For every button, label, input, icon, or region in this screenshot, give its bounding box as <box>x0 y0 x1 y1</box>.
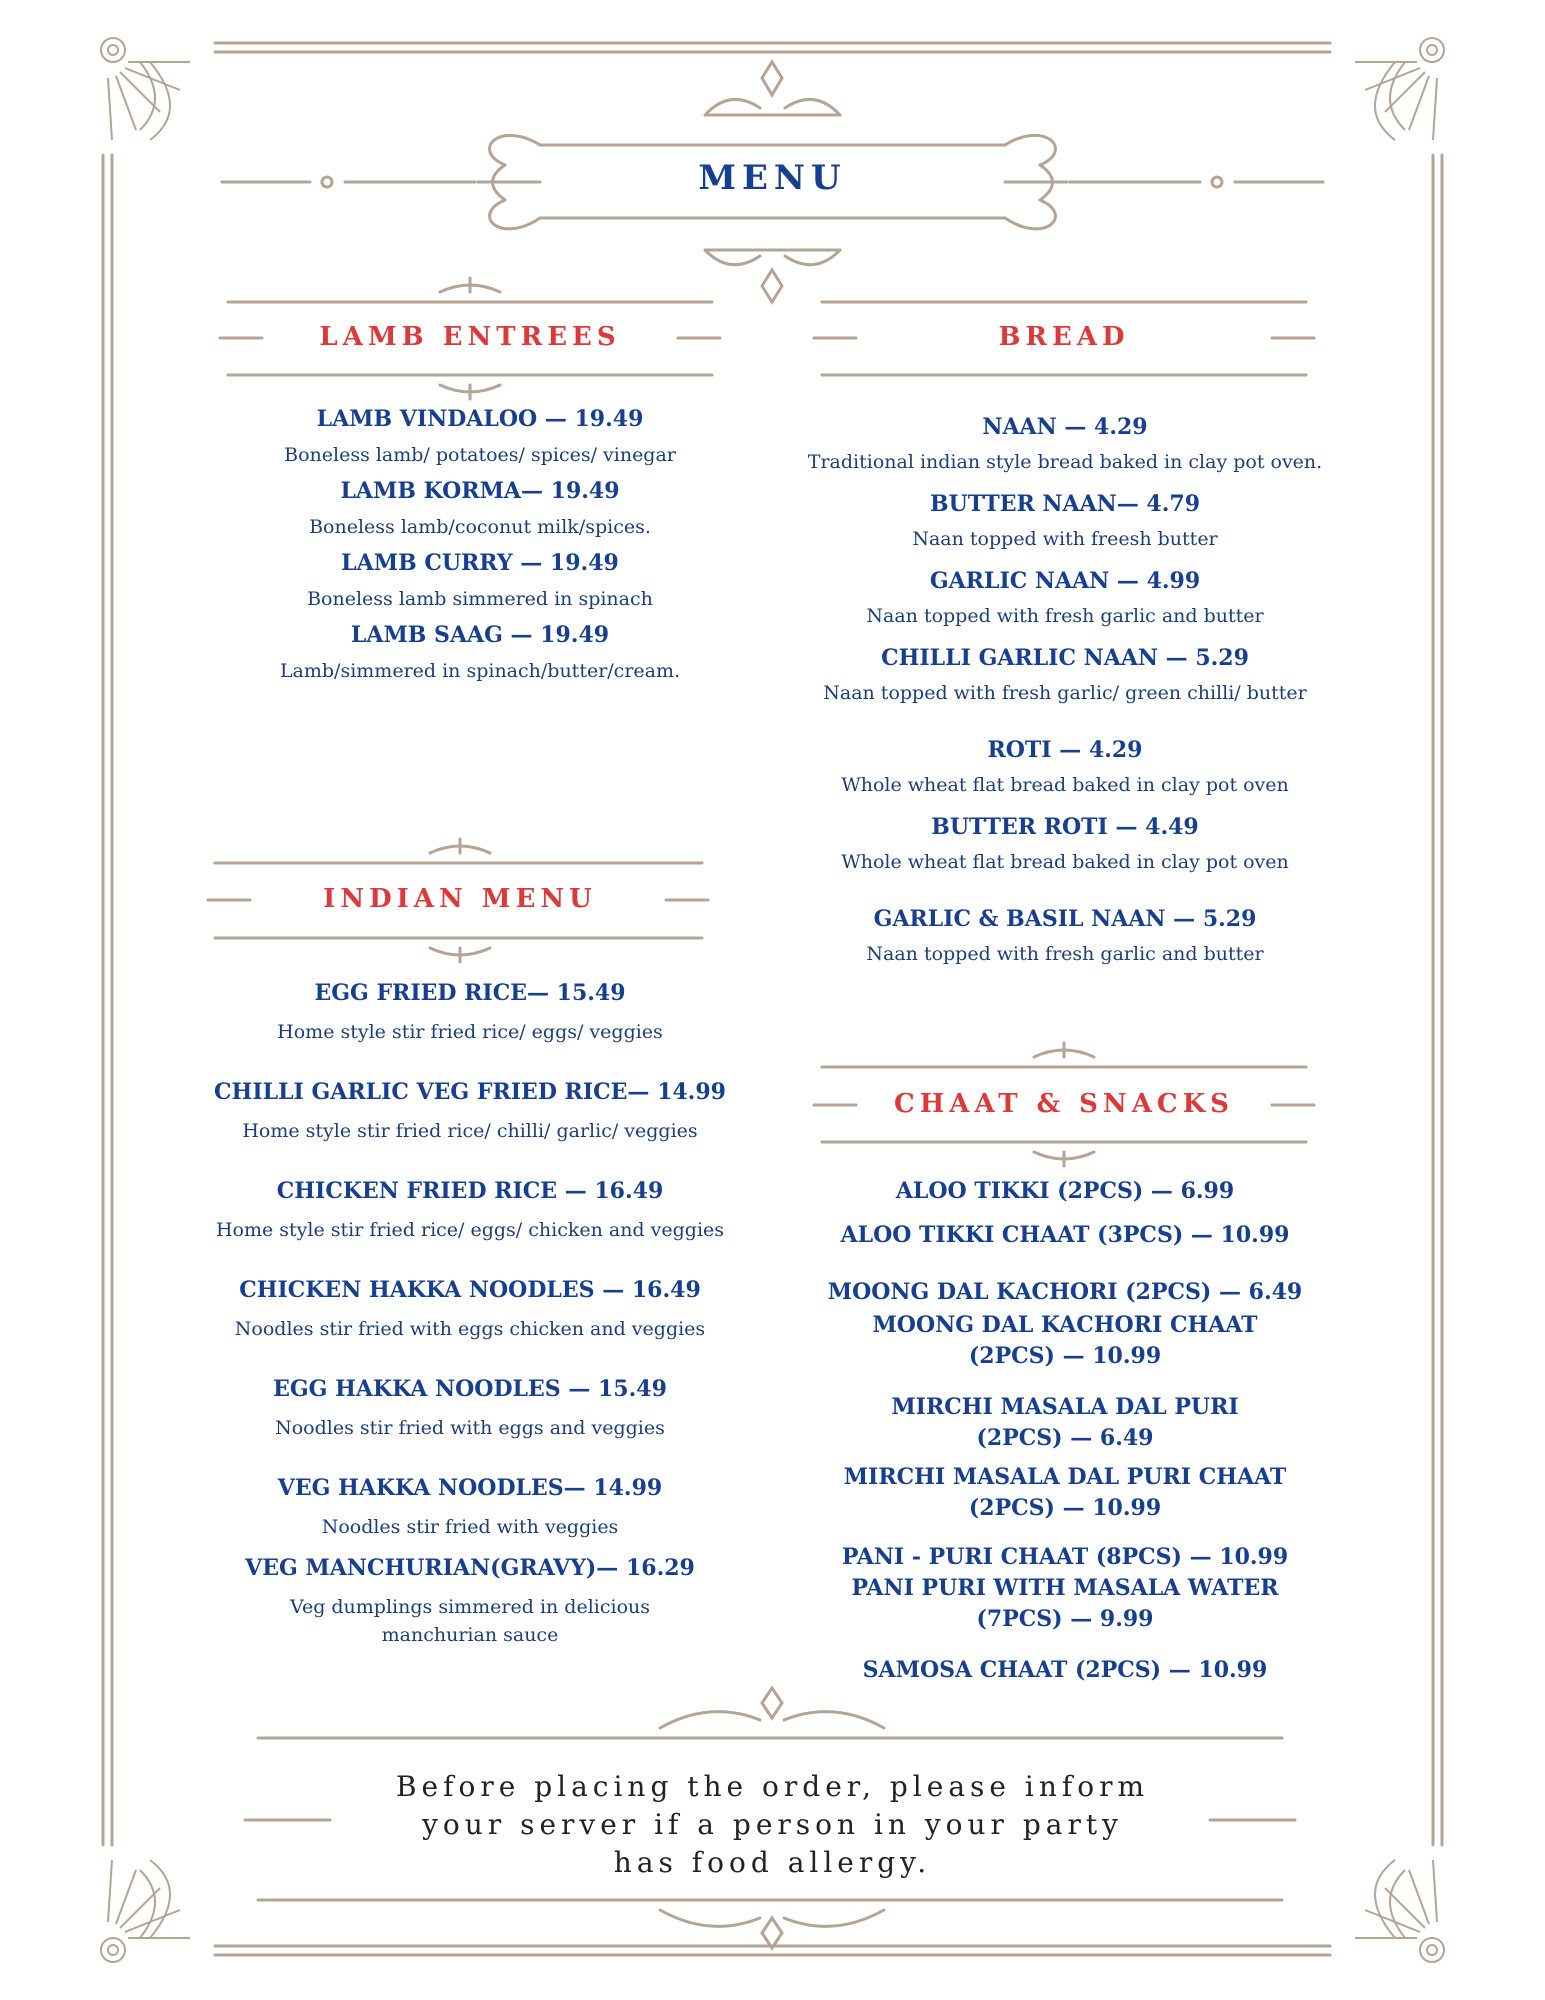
item-name: LAMB KORMA— 19.49 <box>340 478 620 504</box>
allergy-notice-line: your server if a person in your party <box>422 1808 1123 1841</box>
item-name: ROTI — 4.29 <box>987 737 1143 763</box>
item-description: Whole wheat flat bread baked in clay pot oven <box>841 774 1289 796</box>
menu-item <box>200 1374 740 1442</box>
menu-item <box>800 735 1330 799</box>
item-description: Boneless lamb/coconut milk/spices. <box>309 516 651 538</box>
menu-item <box>200 1473 740 1541</box>
corner-fan-icon-top-right <box>1355 38 1444 140</box>
menu-item: ALOO TIKKI CHAAT (3PCS) — 10.99 <box>840 1222 1290 1248</box>
item-name: BUTTER ROTI — 4.49 <box>931 814 1199 840</box>
item-description: Boneless lamb/ potatoes/ spices/ vinegar <box>284 444 676 466</box>
item-name: EGG FRIED RICE— 15.49 <box>314 980 626 1006</box>
menu-item <box>210 476 750 541</box>
menu-item <box>800 566 1330 630</box>
menu-item <box>210 620 750 685</box>
lamb-entrees-list <box>210 404 750 685</box>
item-name: EGG HAKKA NOODLES — 15.49 <box>273 1376 667 1402</box>
section-heading-lamb: LAMB ENTREES <box>319 322 621 352</box>
section-heading-chaat: CHAAT & SNACKS <box>894 1089 1234 1119</box>
menu-item: PANI PURI WITH MASALA WATER (7PCS) — 9.99 <box>851 1575 1279 1632</box>
item-name: LAMB CURRY — 19.49 <box>341 550 619 576</box>
menu-item: MOONG DAL KACHORI (2PCS) — 6.49 <box>827 1279 1303 1305</box>
corner-fan-icon-top-left <box>101 38 190 140</box>
item-name: GARLIC & BASIL NAAN — 5.29 <box>873 906 1257 932</box>
item-description: Naan topped with freesh butter <box>912 528 1218 550</box>
menu-item <box>200 978 740 1046</box>
item-name: CHILLI GARLIC VEG FRIED RICE— 14.99 <box>214 1079 726 1105</box>
menu-item: MIRCHI MASALA DAL PURI CHAAT (2PCS) — 10.99 <box>843 1464 1287 1521</box>
menu-item: PANI - PURI CHAAT (8PCS) — 10.99 <box>841 1544 1289 1570</box>
menu-item <box>800 904 1330 968</box>
item-name: CHICKEN FRIED RICE — 16.49 <box>276 1178 664 1204</box>
menu-item <box>210 548 750 613</box>
menu-item <box>200 1553 740 1649</box>
section-heading-indian: INDIAN MENU <box>323 884 597 914</box>
item-name: LAMB SAAG — 19.49 <box>350 622 610 648</box>
menu-item <box>210 404 750 469</box>
item-name: CHICKEN HAKKA NOODLES — 16.49 <box>239 1277 701 1303</box>
item-description: Home style stir fried rice/ eggs/ veggies <box>277 1021 663 1043</box>
item-description: Lamb/simmered in spinach/butter/cream. <box>279 660 681 682</box>
chaat-snacks-list <box>800 1176 1330 1686</box>
menu-item <box>800 812 1330 876</box>
menu-item: SAMOSA CHAAT (2PCS) — 10.99 <box>862 1657 1268 1683</box>
page-title: MENU <box>698 158 847 198</box>
menu-item <box>800 412 1330 476</box>
indian-menu-list <box>200 978 740 1649</box>
item-description: Home style stir fried rice/ eggs/ chicken and veggies <box>215 1219 725 1241</box>
item-name: BUTTER NAAN— 4.79 <box>929 491 1201 517</box>
item-description: Veg dumplings simmered in delicious manchurian sauce <box>289 1596 651 1646</box>
menu-item <box>800 489 1330 553</box>
item-description: Whole wheat flat bread baked in clay pot oven <box>841 851 1289 873</box>
menu-item <box>200 1275 740 1343</box>
item-description: Boneless lamb simmered in spinach <box>307 588 653 610</box>
bread-list <box>800 412 1330 968</box>
item-description: Traditional indian style bread baked in clay pot oven. <box>807 451 1323 473</box>
item-name: VEG HAKKA NOODLES— 14.99 <box>277 1475 663 1501</box>
item-name: VEG MANCHURIAN(GRAVY)— 16.29 <box>245 1555 695 1581</box>
item-name: NAAN — 4.29 <box>982 414 1148 440</box>
allergy-notice-line: has food allergy. <box>613 1846 932 1879</box>
allergy-notice <box>0 1768 1545 1882</box>
item-description: Noodles stir fried with veggies <box>321 1516 619 1538</box>
menu-item: ALOO TIKKI (2PCS) — 6.99 <box>895 1178 1235 1204</box>
item-name: CHILLI GARLIC NAAN — 5.29 <box>881 645 1249 671</box>
menu-item: MOONG DAL KACHORI CHAAT (2PCS) — 10.99 <box>872 1312 1258 1369</box>
item-description: Noodles stir fried with eggs and veggies <box>275 1417 665 1439</box>
item-name: GARLIC NAAN — 4.99 <box>929 568 1201 594</box>
menu-item <box>800 643 1330 707</box>
item-description: Naan topped with fresh garlic/ green chilli/ butter <box>823 682 1307 704</box>
item-description: Home style stir fried rice/ chilli/ garlic/ veggies <box>242 1120 698 1142</box>
item-description: Naan topped with fresh garlic and butter <box>866 605 1264 627</box>
section-heading-bread: BREAD <box>998 322 1130 352</box>
item-name: LAMB VINDALOO — 19.49 <box>316 406 644 432</box>
menu-item <box>200 1176 740 1244</box>
menu-item <box>200 1077 740 1145</box>
item-description: Noodles stir fried with eggs chicken and veggies <box>234 1318 706 1340</box>
allergy-notice-line: Before placing the order, please inform <box>395 1770 1150 1803</box>
item-description: Naan topped with fresh garlic and butter <box>866 943 1264 965</box>
menu-item: MIRCHI MASALA DAL PURI (2PCS) — 6.49 <box>891 1394 1239 1451</box>
